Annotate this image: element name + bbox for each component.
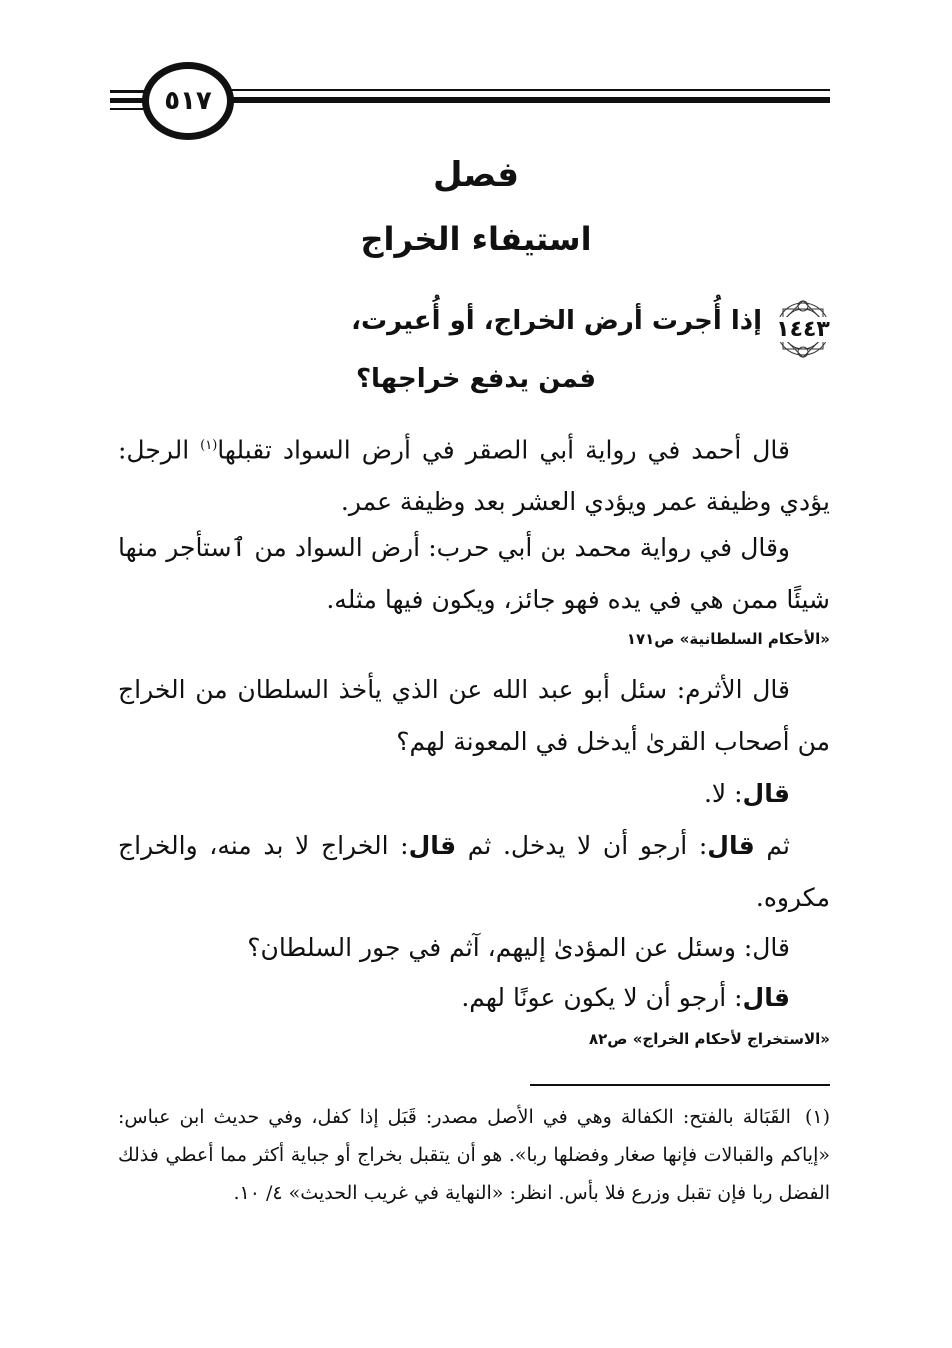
paragraph-4 [118,768,830,820]
paragraph-3: قال الأثرم: سئل أبو عبد الله عن الذي يأخذ السلطان من الخراج من أصحاب القرىٰ أيدخل في المعونة لهم؟ [118,675,830,756]
paragraph-text: : أرجو أن لا يكون عونًا لهم. [461,983,743,1012]
header-rule [110,90,144,93]
footnote-ref[interactable]: (١) [200,438,218,453]
footnote [118,1098,830,1212]
source-citation: «الاستخراج لأحكام الخراج» ص٨٢ [588,1030,830,1048]
paragraph-6: قال: وسئل عن المؤدىٰ إليهم، آثم في جور السلطان؟ [247,933,790,962]
section-title: استيفاء الخراج [360,220,592,258]
page-header [110,58,830,138]
page-number: ٥١٧ [142,62,234,140]
paragraph-text: : الخراج لا بد منه، والخراج مكروه. [118,831,830,912]
footnote-text: القَبَالة بالفتح: الكفالة وهي في الأصل مصدر: قَبَل إذا كفل، وفي حديث ابن عباس: «إياكم والقبالات فإنها صغار وفضلها ربا». هو أن يتقبل بخراج أو جباية أكثر مما أعطي فذلك الفضل ربا فإن تقبل وزرع فلا بأس. انظر: «النهاية في غريب الحديث» ٤/ ١٠. [118,1106,830,1204]
question-heading-line1: إذا أُجرت أرض الخراج، أو أُعيرت، [351,306,762,336]
speaker-label: قال [707,831,755,860]
footnote-divider [530,1084,830,1086]
speaker-label: قال [742,983,790,1012]
section-label: فصل [432,155,520,195]
header-rule [218,89,830,91]
paragraph-5 [118,820,830,924]
question-number: ١٤٤٣ [776,316,830,342]
paragraph-text: الرجل: يؤدي وظيفة عمر ويؤدي العشر بعد وظيفة عمر. [118,435,830,517]
source-citation: «الأحكام السلطانية» ص١٧١ [626,630,830,648]
header-rule [110,108,144,110]
question-heading-line2: فمن يدفع خراجها؟ [355,364,597,394]
paragraph-2: وقال في رواية محمد بن أبي حرب: أرض السواد من ٱستأجر منها شيئًا ممن هي في يده فهو جائز، ويكون فيها مثله. [118,533,830,614]
header-rule [218,97,830,103]
footnote-number: (١) [804,1106,830,1128]
question-number-badge [772,298,834,360]
header-rule [110,98,144,103]
paragraph-text: قال أحمد في رواية أبي الصقر في أرض السواد تقبلها [217,435,790,465]
paragraph-text: ثم [754,831,790,860]
paragraph-7 [118,972,830,1024]
speaker-label: قال [742,779,790,808]
paragraph-text: : أرجو أن لا يدخل. ثم [456,831,708,860]
speaker-label: قال [408,831,457,860]
paragraph-1 [118,420,830,528]
paragraph-text: : لا. [703,779,743,808]
